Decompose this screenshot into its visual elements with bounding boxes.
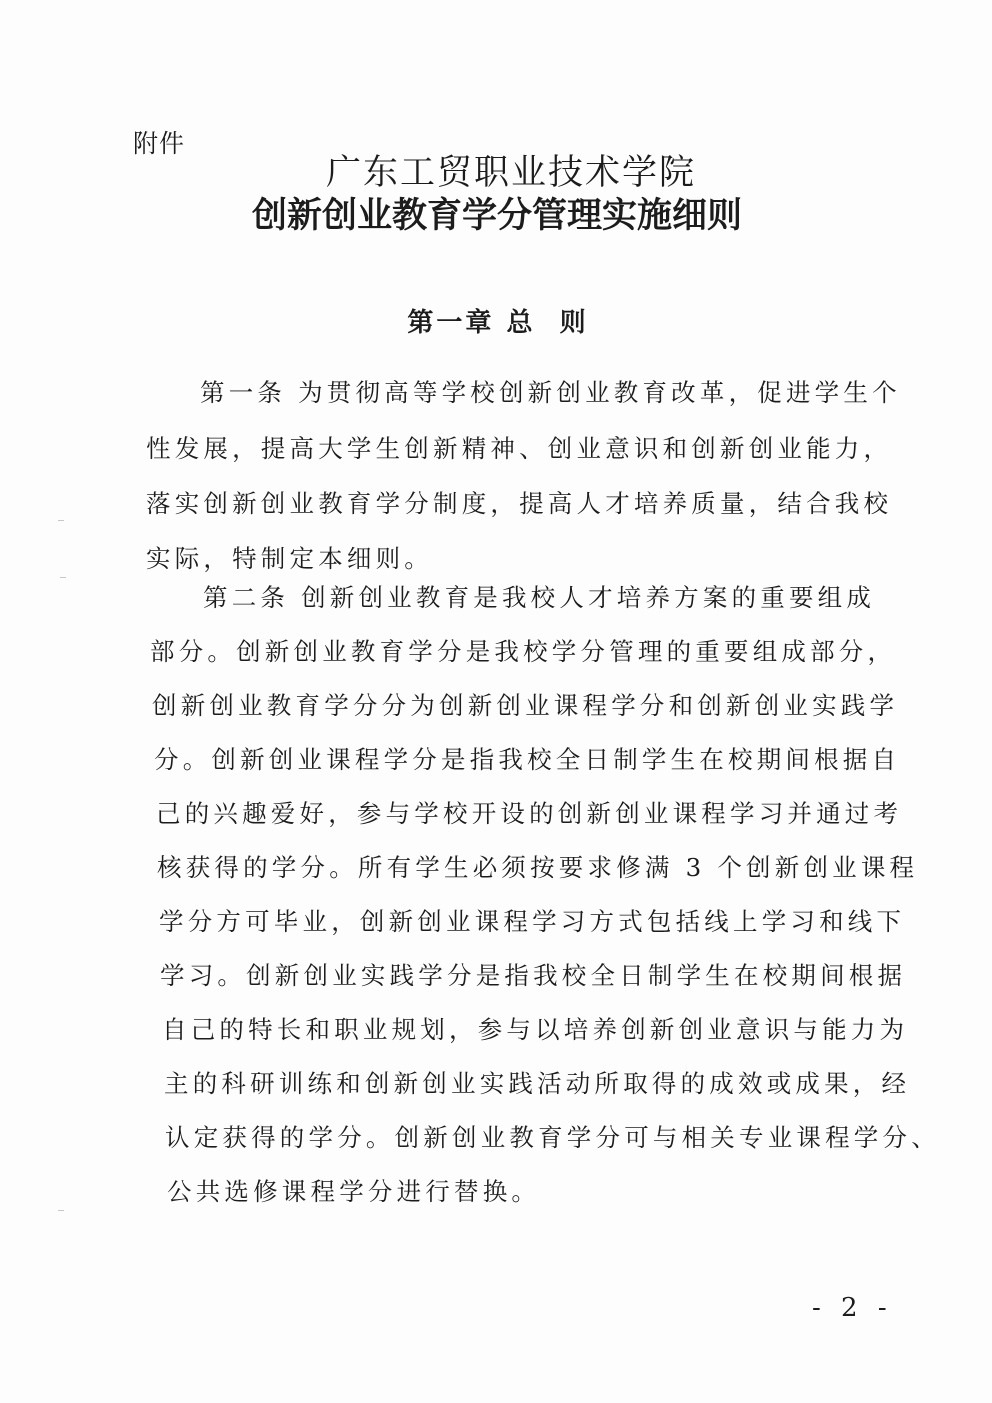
article-2-line: 学分方可毕业，创新创业课程学习方式包括线上学习和线下	[159, 907, 906, 936]
article-2-line: 学习。创新创业实践学分是指我校全日制学生在校期间根据	[160, 961, 907, 990]
article-2-line: 主的科研训练和创新创业实践活动所取得的成效或成果，经	[164, 1069, 911, 1098]
article-2-line: 分。创新创业课程学分是指我校全日制学生在校期间根据自	[154, 745, 901, 774]
document-title-institution: 广东工贸职业技术学院	[325, 153, 696, 193]
scan-mark	[60, 577, 66, 578]
article-2-line: 认定获得的学分。创新创业教育学分可与相关专业课程学分、	[165, 1123, 940, 1152]
article-2-line: 部分。创新创业教育学分是我校学分管理的重要组成部分，	[150, 637, 897, 666]
scan-mark	[58, 1210, 64, 1211]
article-1-line: 性发展，提高大学生创新精神、创业意识和创新创业能力，	[146, 434, 893, 463]
article-2-line: 自己的特长和职业规划，参与以培养创新创业意识与能力为	[162, 1015, 909, 1044]
article-1-line: 落实创新创业教育学分制度，提高人才培养质量，结合我校	[146, 489, 893, 518]
page-number: - 2 -	[812, 1293, 893, 1323]
scan-mark	[58, 520, 64, 521]
article-2-line: 第二条 创新创业教育是我校人才培养方案的重要组成	[203, 583, 876, 612]
attachment-label: 附件	[133, 129, 186, 158]
article-1-line: 第一条 为贯彻高等学校创新创业教育改革，促进学生个	[200, 378, 901, 407]
chapter-heading: 第一章 总 则	[407, 308, 589, 338]
article-2-line: 己的兴趣爱好，参与学校开设的创新创业课程学习并通过考	[156, 799, 903, 828]
article-2-line: 公共选修课程学分进行替换。	[167, 1177, 541, 1206]
article-2-line: 创新创业教育学分分为创新创业课程学分和创新创业实践学	[152, 691, 899, 720]
article-2-line: 核获得的学分。所有学生必须按要求修满 3 个创新创业课程	[157, 853, 919, 882]
article-1-line: 实际，特制定本细则。	[146, 544, 433, 573]
document-title-main: 创新创业教育学分管理实施细则	[251, 196, 742, 236]
